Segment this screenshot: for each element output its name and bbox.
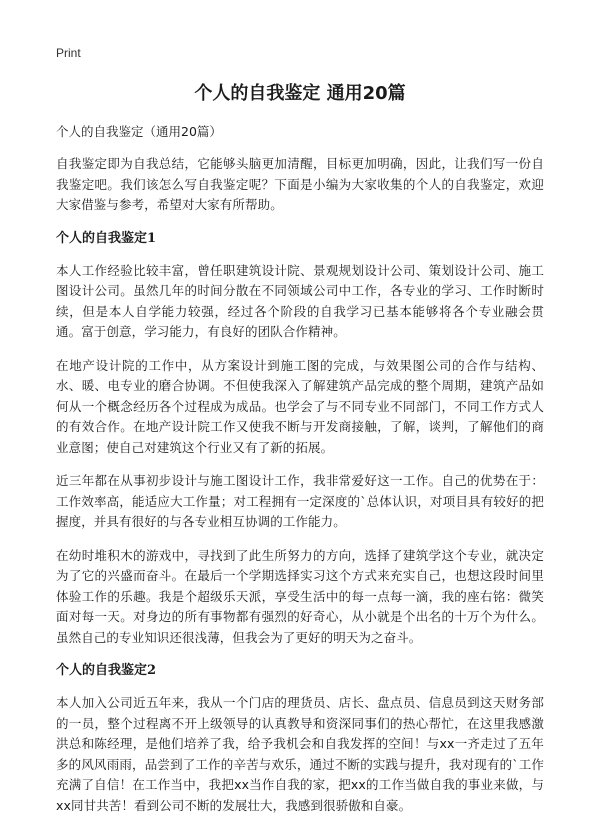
print-link[interactable]: Print bbox=[56, 46, 81, 60]
page-title: 个人的自我鉴定 通用20篇 bbox=[194, 83, 406, 104]
section-1-paragraph-2: 在地产设计院的工作中，从方案设计到施工图的完成，与效果图公司的合作与结构、水、暖、电专业的磨合协调。不但使我深入了解建筑产品完成的整个周期，建筑产品如何从一个概念经历各个过程成为成品。也学会了与不同专业不同部门，不同工作方式人的有效合作。在地产设计院工作又使我不断与开发商接触，了解，谈判，了解他们的商业意图；使自己对建筑这个行业又有了新的拓展。 bbox=[56, 357, 544, 455]
section-2-paragraph-1: 本人加入公司近五年来，我从一个门店的理货员、店长、盘点员、信息员到这天财务部的一员，整个过程离不开上级领导的认真教导和资深同事们的热心帮忙，在这里我感激洪总和陈经理，是他们培养了我，给予我机会和自我发挥的空间！与xx一齐走过了五年多的风风雨雨，品尝到了工作的辛苦与欢乐，通过不断的实践与提升，我对现有的`工作充满了自信！在工作当中，我把xx当作自我的家，把xx的工作当做自我的事业来做，与xx同甘共苦！看到公司不断的发展壮大，我感到很骄傲和自豪。 bbox=[56, 695, 544, 813]
document-body bbox=[56, 122, 544, 829]
section-heading-1: 个人的自我鉴定1 bbox=[56, 230, 157, 246]
section-1-paragraph-3: 近三年都在从事初步设计与施工图设计工作，我非常爱好这一工作。自己的优势在于：工作效率高，能适应大工作量；对工程拥有一定深度的`总体认识，对项目具有较好的把握度，并具有很好的与各专业相互协调的工作能力。 bbox=[56, 473, 544, 529]
intro-paragraph: 自我鉴定即为自我总结，它能够头脑更加清醒，目标更加明确，因此，让我们写一份自我鉴定吧。我们该怎么写自我鉴定呢？下面是小编为大家收集的个人的自我鉴定，欢迎大家借鉴与参考，希望对大家有所帮助。 bbox=[56, 156, 544, 212]
document-subtitle: 个人的自我鉴定（通用20篇） bbox=[56, 124, 222, 139]
section-heading-2: 个人的自我鉴定2 bbox=[56, 663, 157, 678]
section-1-paragraph-4: 在幼时堆积木的游戏中，寻找到了此生所努力的方向，选择了建筑学这个专业，就决定为了它的兴盛而奋斗。在最后一个学期选择实习这个方式来充实自己，也想这段时间里体验工作的乐趣。我是个超级乐天派，享受生活中的每一点每一滴，我的座右铭：微笑面对每一天。对身边的所有事物都有强烈的好奇心，从小就是个出名的十万个为什么。虽然自己的专业知识还很浅薄，但我会为了更好的明天为之奋斗。 bbox=[56, 547, 544, 645]
section-1-paragraph-1: 本人工作经验比较丰富，曾任职建筑设计院、景观规划设计公司、策划设计公司、施工图设计公司。虽然几年的时间分散在不同领域公司中工作，各专业的学习、工作时断时续，但是本人自学能力较强，经过各个阶段的自我学习已基本能够将各个专业融会贯通。富于创意，学习能力，有良好的团队合作精神。 bbox=[56, 262, 544, 339]
